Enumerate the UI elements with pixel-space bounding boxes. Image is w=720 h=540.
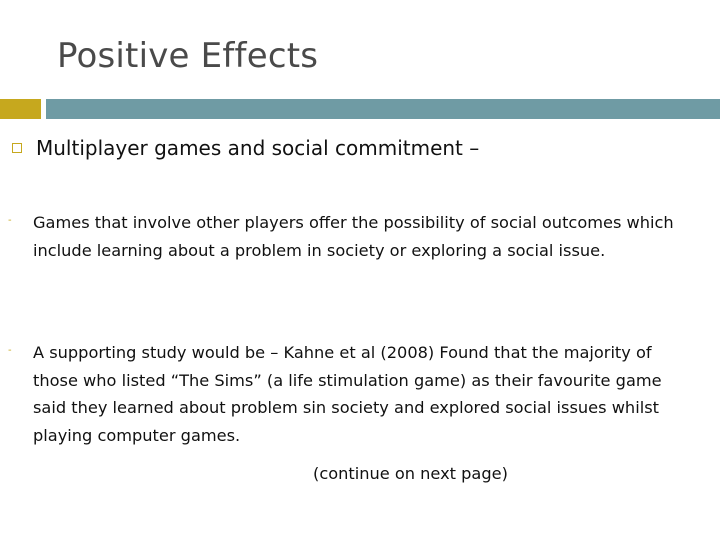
dash-bullet-icon: - [8, 215, 12, 226]
title-rule-accent [0, 99, 41, 119]
continue-note: (continue on next page) [313, 464, 508, 483]
square-bullet-icon [12, 143, 22, 153]
heading-row [12, 136, 692, 160]
dash-bullet-icon: - [8, 345, 12, 356]
paragraph-2 [8, 339, 678, 449]
title-rule-bar [46, 99, 720, 119]
paragraph-text: A supporting study would be – Kahne et al (2008) Found that the majority of those who listed “The Sims” (a life stimulation game) as their favourite game said they learned about problem sin society and explored social issues whilst playing computer games. [33, 343, 662, 445]
paragraph-1 [8, 209, 678, 264]
slide-title: Positive Effects [57, 36, 319, 76]
paragraph-text: Games that involve other players offer the possibility of social outcomes which include learning about a problem in society or exploring a social issue. [33, 213, 674, 260]
section-heading: Multiplayer games and social commitment – [36, 136, 480, 160]
